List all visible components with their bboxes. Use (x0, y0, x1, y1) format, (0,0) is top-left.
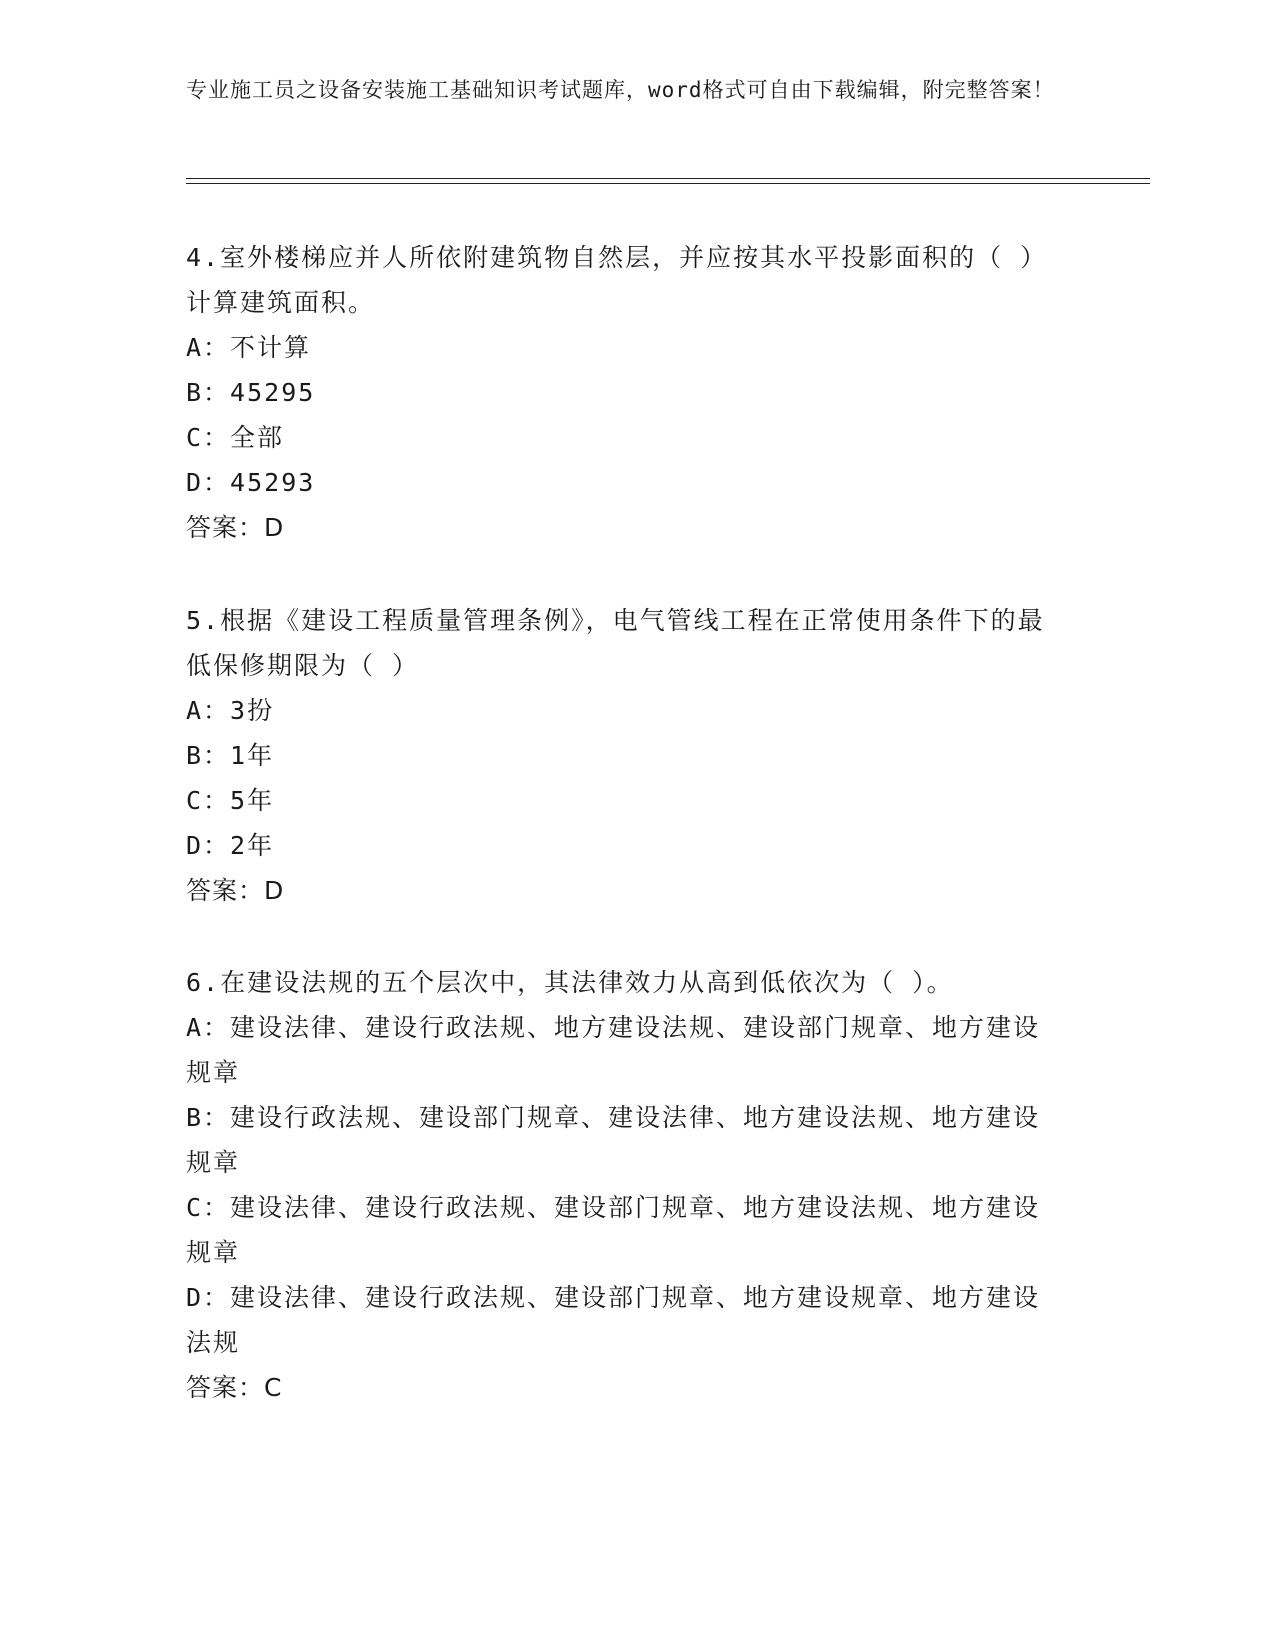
option-a: A：不计算 (186, 333, 312, 362)
option-a: A：建设法律、建设行政法规、地方建设法规、建设部门规章、地方建设规章 (186, 1013, 1041, 1087)
option-b: B：建设行政法规、建设部门规章、建设法律、地方建设法规、地方建设规章 (186, 1103, 1041, 1177)
option-d: D：2年 (186, 831, 275, 860)
answer-line: 答案：D (186, 876, 285, 905)
question-stem: 6.在建设法规的五个层次中，其法律效力从高到低依次为（ ）。 (186, 968, 954, 997)
header-divider-bottom (186, 183, 1150, 184)
option-c: C：建设法律、建设行政法规、建设部门规章、地方建设法规、地方建设规章 (186, 1193, 1041, 1267)
question-stem: 5.根据《建设工程质量管理条例》，电气管线工程在正常使用条件下的最低保修期限为（ ） (186, 606, 1045, 680)
header-divider-top (186, 178, 1150, 179)
question-6 (186, 960, 1066, 1410)
answer-line: 答案：D (186, 513, 285, 542)
option-d: D：45293 (186, 468, 316, 497)
option-c: C：全部 (186, 423, 285, 452)
option-a: A：3扮 (186, 696, 275, 725)
option-d: D：建设法律、建设行政法规、建设部门规章、地方建设规章、地方建设法规 (186, 1283, 1041, 1357)
option-c: C：5年 (186, 786, 275, 815)
option-b: B：1年 (186, 741, 275, 770)
answer-line: 答案：C (186, 1373, 283, 1402)
document-header: 专业施工员之设备安装施工基础知识考试题库，word格式可自由下载编辑，附完整答案！ (186, 78, 1055, 102)
question-4 (186, 235, 1066, 550)
option-b: B：45295 (186, 378, 316, 407)
question-stem: 4.室外楼梯应并人所依附建筑物自然层，并应按其水平投影面积的（ ）计算建筑面积。 (186, 243, 1048, 317)
question-5 (186, 598, 1066, 913)
